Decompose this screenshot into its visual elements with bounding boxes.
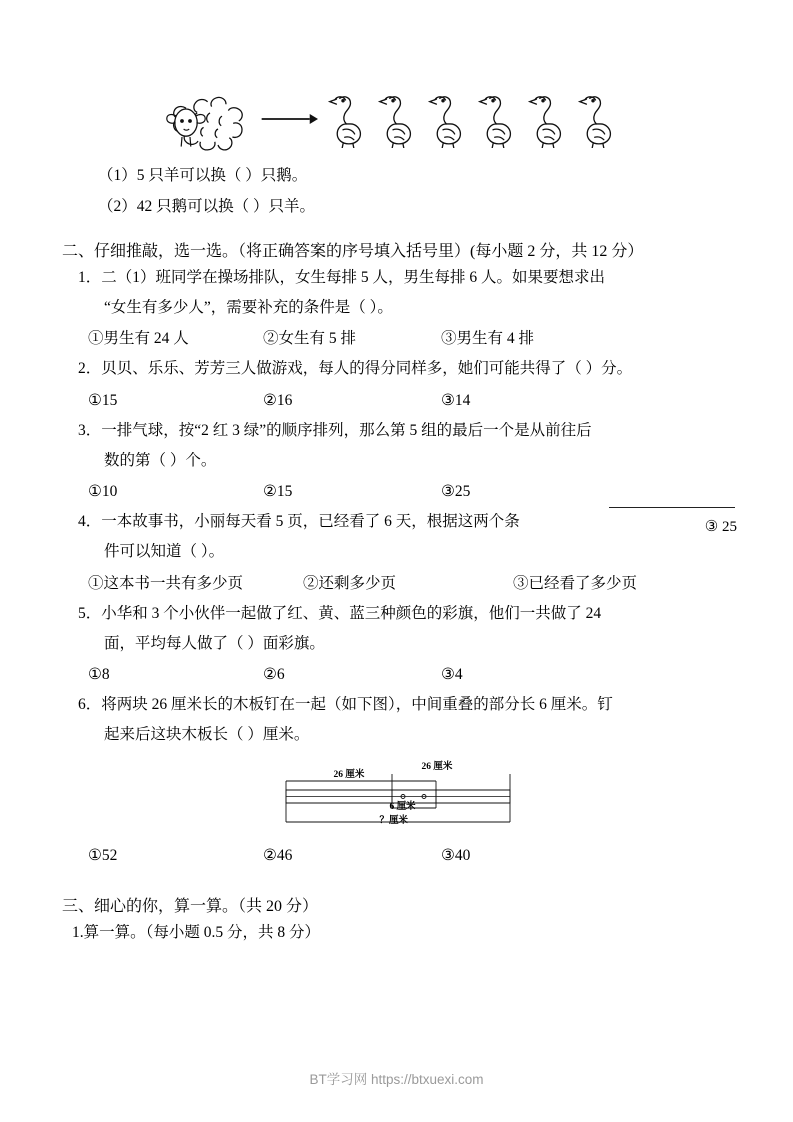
option-b[interactable]: ②46 [263, 847, 293, 865]
question-1-options [62, 323, 731, 354]
board-label-right: 26 厘米 [421, 762, 453, 773]
question-1-line-1: 1．二（1）班同学在操场排队，女生每排 5 人，男生每排 6 人。如果要想求出 [78, 269, 606, 286]
sub-question-1: （1）5 只羊可以换（ ）只鹅。 [98, 167, 308, 184]
question-4-line-2: 件可以知道（ ）。 [104, 543, 225, 561]
option-b[interactable]: ②16 [263, 391, 293, 409]
goose-icon [576, 90, 620, 148]
goose-group [326, 90, 620, 148]
section-3-heading: 三、细心的你，算一算。（共 20 分） [62, 898, 319, 916]
goose-icon [426, 90, 470, 148]
question-5-options [62, 659, 731, 690]
question-3-line-1: 3．一排气球，按“2 红 3 绿”的顺序排列，那么第 5 组的最后一个是从前往后 [78, 421, 592, 439]
board-label-total: ？厘米 [379, 816, 409, 827]
handwritten-answer-mark [609, 507, 737, 536]
exchange-figure [62, 78, 731, 160]
question-6-line-1: 6．将两块 26 厘米长的木板钉在一起（如下图），中间重叠的部分长 6 厘米。钉 [78, 695, 613, 713]
board-diagram [272, 760, 522, 836]
question-3-options [62, 476, 731, 507]
right-arrow-icon [260, 109, 318, 129]
pen-stroke [609, 507, 735, 508]
question-6-options [62, 840, 731, 871]
option-c[interactable]: ③已经看了多少页 [513, 574, 638, 592]
sub-question-2: （2）42 只鹅可以换（ ）只羊。 [98, 198, 316, 215]
question-4-line-1: 4．一本故事书，小丽每天看 5 页，已经看了 6 天，根据这两个条 [78, 513, 520, 531]
option-c[interactable]: ③男生有 4 排 [441, 330, 535, 348]
sheep-icon [162, 81, 258, 157]
board-label-left: 26 厘米 [333, 770, 365, 781]
goose-icon [326, 90, 370, 148]
option-a[interactable]: ①8 [88, 665, 110, 683]
goose-icon [376, 90, 420, 148]
question-5-line-2: 面，平均每人做了（ ）面彩旗。 [104, 634, 325, 652]
option-a[interactable]: ①男生有 24 人 [88, 330, 189, 348]
site-watermark: BT学习网 https://btxuexi.com [309, 1072, 484, 1087]
question-6-line-2: 起来后这块木板长（ ）厘米。 [104, 726, 310, 744]
section-3-sub-heading: 1.算一算。（每小题 0.5 分，共 8 分） [72, 924, 321, 942]
option-a[interactable]: ①这本书一共有多少页 [88, 574, 244, 592]
option-a[interactable]: ①52 [88, 847, 118, 865]
question-5-line-1: 5．小华和 3 个小伙伴一起做了红、黄、蓝三种颜色的彩旗，他们一共做了 24 [78, 604, 602, 622]
goose-icon [526, 90, 570, 148]
board-label-overlap: 6 厘米 [389, 802, 416, 813]
option-a[interactable]: ①10 [88, 483, 118, 501]
question-2-line-1: 2．贝贝、乐乐、芳芳三人做游戏，每人的得分同样多，她们可能共得了（ ）分。 [78, 360, 633, 378]
option-c[interactable]: ③25 [441, 483, 471, 501]
option-b[interactable]: ②还剩多少页 [303, 574, 397, 592]
option-c[interactable]: ③40 [441, 847, 471, 865]
handwritten-answer-text: ③ 25 [704, 519, 737, 535]
goose-icon [476, 90, 520, 148]
question-2-options [62, 385, 731, 416]
question-1-line-2: “女生有多少人”，需要补充的条件是（ ）。 [104, 299, 393, 317]
question-4-options [62, 568, 731, 599]
option-b[interactable]: ②女生有 5 排 [263, 330, 357, 348]
option-b[interactable]: ②6 [263, 665, 285, 683]
question-3-line-2: 数的第（ ）个。 [104, 451, 217, 469]
option-b[interactable]: ②15 [263, 483, 293, 501]
option-c[interactable]: ③14 [441, 391, 471, 409]
option-a[interactable]: ①15 [88, 391, 118, 409]
section-2-heading: 二、仔细推敲，选一选。（将正确答案的序号填入括号里）(每小题 2 分，共 12 分） [62, 243, 644, 260]
option-c[interactable]: ③4 [441, 665, 463, 683]
